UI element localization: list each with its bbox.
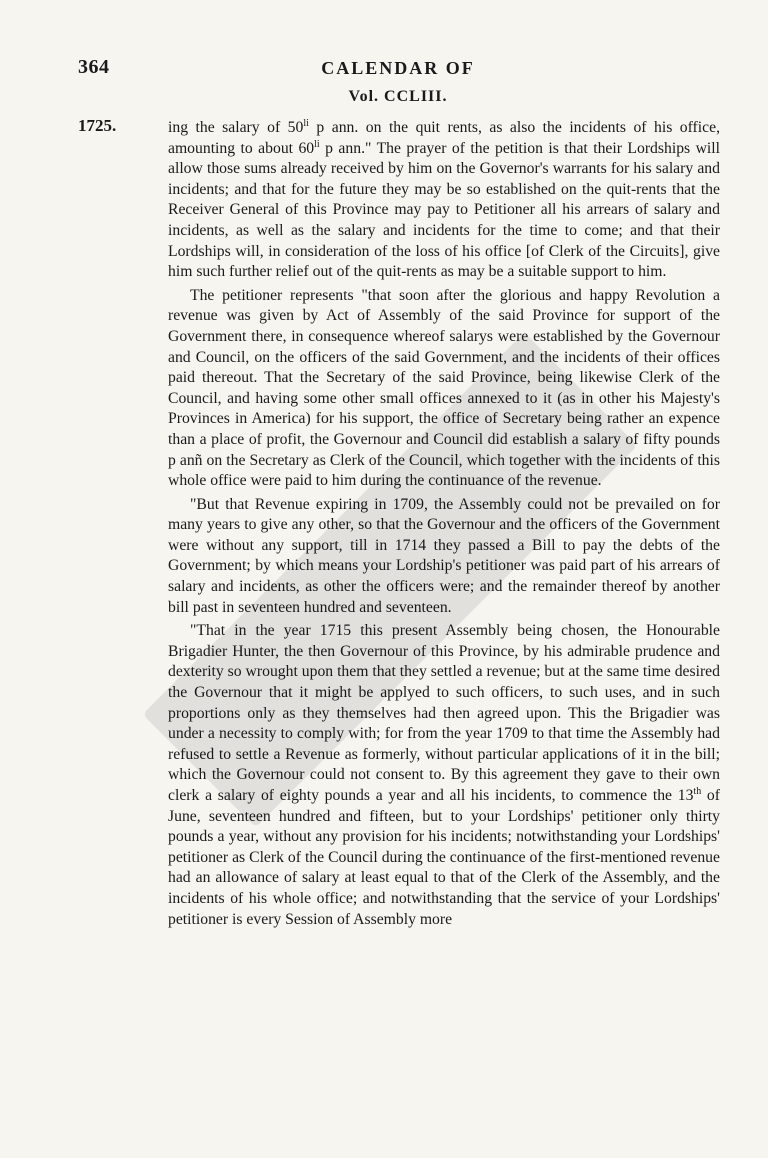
volume-heading: Vol. CCLIII. bbox=[348, 88, 448, 105]
running-title: CALENDAR OF bbox=[321, 58, 475, 78]
page-number: 364 bbox=[78, 56, 110, 78]
paragraph-4: "That in the year 1715 this present Assembly being chosen, the Honourable Brigadier Hunter, the then Governour of this Province, by his admirable prudence and dexterity so wrought upon them that they settled a revenue; but at the same time desired the Governour that it might be applyed to such officers, to such uses, and in such proportions only as they themselves had then agreed upon. This the Brigadier was under a necessity to comply with; for from the year 1709 to that time the Assembly had refused to settle a Revenue as formerly, without particular applications of it in the bill; which the Governour could not consent to. By this agreement they gave to their own clerk a salary of eighty pounds a year and all his incidents, to commence the 13th of June, seventeen hundred and fifteen, but to your Lordships' petitioner only thirty pounds a year, without any provision for his incidents; notwithstanding your Lordships' petitioner as Clerk of the Council during the continuance of the first-mentioned revenue had an allowance of salary at least equal to that of the Clerk of the Assembly, and the incidents of his whole office; and notwithstanding that the service of your Lordships' petitioner is every Session of Assembly more bbox=[168, 622, 720, 928]
page-header bbox=[78, 56, 718, 86]
paragraph-2: The petitioner represents "that soon after the glorious and happy Revolution a revenue was given by Act of Assembly of the said Province for support of the Government there, in consequence whereof salarys were established by the Governour and Council, on the officers of the said Government, and the incidents of their offices paid thereout. That the Secretary of the said Province, being likewise Clerk of the Council, and having some other small offices annexed to it (as in other his Majesty's Provinces in America) for his support, the office of Secretary being rather an expence than a place of profit, the Governour and Council did establish a salary of fifty pounds p anñ on the Secretary as Clerk of the Council, which together with the incidents of this whole office were paid to him during the continuance of the revenue. bbox=[168, 286, 720, 490]
paragraph-3: "But that Revenue expiring in 1709, the Assembly could not be prevailed on for many years to give any other, so that the Governour and the officers of the Government were without any support, till in 1714 they passed a Bill to pay the debts of the Government; by which means your Lordship's petitioner was paid part of his arrears of salary and incidents, as other the officers were; and the remainder thereof by another bill past in seventeen hundred and seventeen. bbox=[168, 495, 720, 616]
paragraph-1: ing the salary of $50^{li}$ p ann. on the quit rents, as also the incidents of his office, amounting to about $60^{li}$ p ann." The prayer of the petition is that their Lordships will allow those sums already received by him on the Governor's warrants for his salary and incidents; and that for the future they may be so established on the quit-rents that the Receiver General of this Province may pay to Petitioner all his arrears of salary and incidents, as well as the salary and incidents for the time to come; and that their Lordships will, in consideration of the loss of his office [of Clerk of the Circuits], give him such further relief out of the quit-rents as may be a suitable support to him. bbox=[168, 117, 720, 281]
body-text bbox=[168, 118, 720, 930]
margin-year: 1725. bbox=[78, 116, 117, 135]
